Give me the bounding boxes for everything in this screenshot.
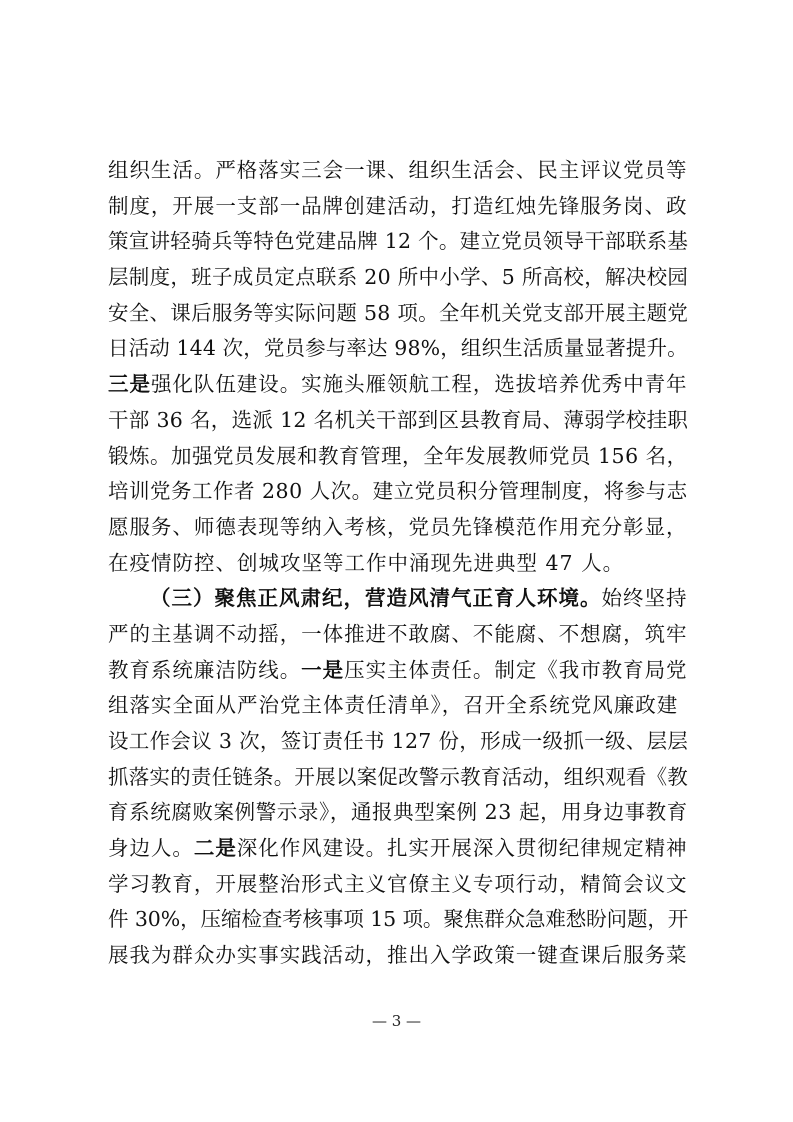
text-line — [108, 474, 688, 510]
body-text — [108, 153, 688, 974]
bold-text-segment: 一是 — [301, 657, 345, 682]
text-line — [108, 510, 688, 546]
text-segment: 干部 36 名，选派 12 名机关干部到区县教育局、薄弱学校挂职 — [108, 407, 689, 432]
text-segment: 育系统腐败案例警示录》，通报典型案例 23 起，用身边事教育 — [108, 800, 688, 825]
page-number: — 3 — — [371, 1012, 422, 1030]
text-segment: 锻炼。加强党员发展和教育管理，全年发展教师党员 156 名， — [108, 443, 688, 468]
text-line — [108, 831, 688, 867]
text-line — [108, 403, 688, 439]
text-line — [108, 688, 688, 724]
text-segment: 件 30%，压缩检查考核事项 15 项。聚焦群众急难愁盼问题，开 — [108, 907, 689, 932]
text-line — [108, 617, 688, 653]
text-segment: 组织生活。严格落实三会一课、组织生活会、民主评议党员等 — [108, 158, 688, 182]
text-segment: 培训党务工作者 280 人次。建立党员积分管理制度，将参与志 — [108, 479, 688, 504]
bold-text-segment: （三）聚焦正风肃纪，营造风清气正育人环境。 — [150, 586, 602, 611]
text-line — [108, 795, 688, 831]
text-segment: 身边人。 — [108, 836, 194, 861]
text-line — [108, 260, 688, 296]
text-segment: 深化作风建设。扎实开展深入贯彻纪律规定精神 — [236, 836, 688, 861]
text-segment: 设工作会议 3 次，签订责任书 127 份，形成一级抓一级、层层 — [108, 729, 689, 753]
text-segment: 愿服务、师德表现等纳入考核，党员先锋模范作用充分彰显， — [108, 514, 688, 539]
bold-text-segment: 二是 — [193, 836, 237, 861]
text-line — [108, 581, 688, 617]
text-line — [108, 867, 688, 903]
text-segment: 学习教育，开展整治形式主义官僚主义专项行动，精简会议文 — [108, 871, 688, 896]
bold-text-segment: 三是 — [108, 372, 151, 397]
text-line — [108, 724, 688, 760]
text-line — [108, 331, 688, 367]
text-line — [108, 938, 688, 974]
text-segment: 严的主基调不动摇，一体推进不敢腐、不能腐、不想腐，筑牢 — [108, 621, 688, 646]
text-line — [108, 296, 688, 332]
text-line — [108, 367, 688, 403]
text-segment: 展我为群众办实事实践活动，推出入学政策一键查课后服务菜 — [108, 943, 688, 968]
text-line — [108, 760, 688, 796]
text-line — [108, 189, 688, 225]
text-line — [108, 224, 688, 260]
text-line — [108, 902, 688, 938]
text-segment: 组落实全面从严治党主体责任清单》，召开全系统党风廉政建 — [108, 693, 679, 718]
text-segment: 层制度，班子成员定点联系 20 所中小学、5 所高校，解决校园 — [108, 265, 689, 290]
text-segment: 制度，开展一支部一品牌创建活动，打造红烛先锋服务岗、政 — [108, 193, 688, 218]
text-segment: 安全、课后服务等实际问题 58 项。全年机关党支部开展主题党 — [108, 300, 689, 325]
text-segment: 日活动 144 次，党员参与率达 98%，组织生活质量显著提升。 — [108, 336, 688, 361]
text-line — [108, 439, 688, 475]
text-line — [108, 153, 688, 189]
text-segment: 压实主体责任。制定《我市教育局党 — [344, 657, 688, 682]
text-segment: 在疫情防控、创城攻坚等工作中涌现先进典型 47 人。 — [108, 550, 625, 575]
text-line — [108, 546, 688, 582]
text-segment: 强化队伍建设。实施头雁领航工程，选拔培养优秀中青年 — [150, 372, 688, 397]
text-segment: 始终坚持 — [601, 586, 688, 611]
text-segment: 抓落实的责任链条。开展以案促改警示教育活动，组织观看《教 — [108, 764, 688, 789]
text-segment: 策宣讲轻骑兵等特色党建品牌 12 个。建立党员领导干部联系基 — [108, 229, 689, 254]
text-segment: 教育系统廉洁防线。 — [108, 657, 302, 682]
text-line — [108, 653, 688, 689]
